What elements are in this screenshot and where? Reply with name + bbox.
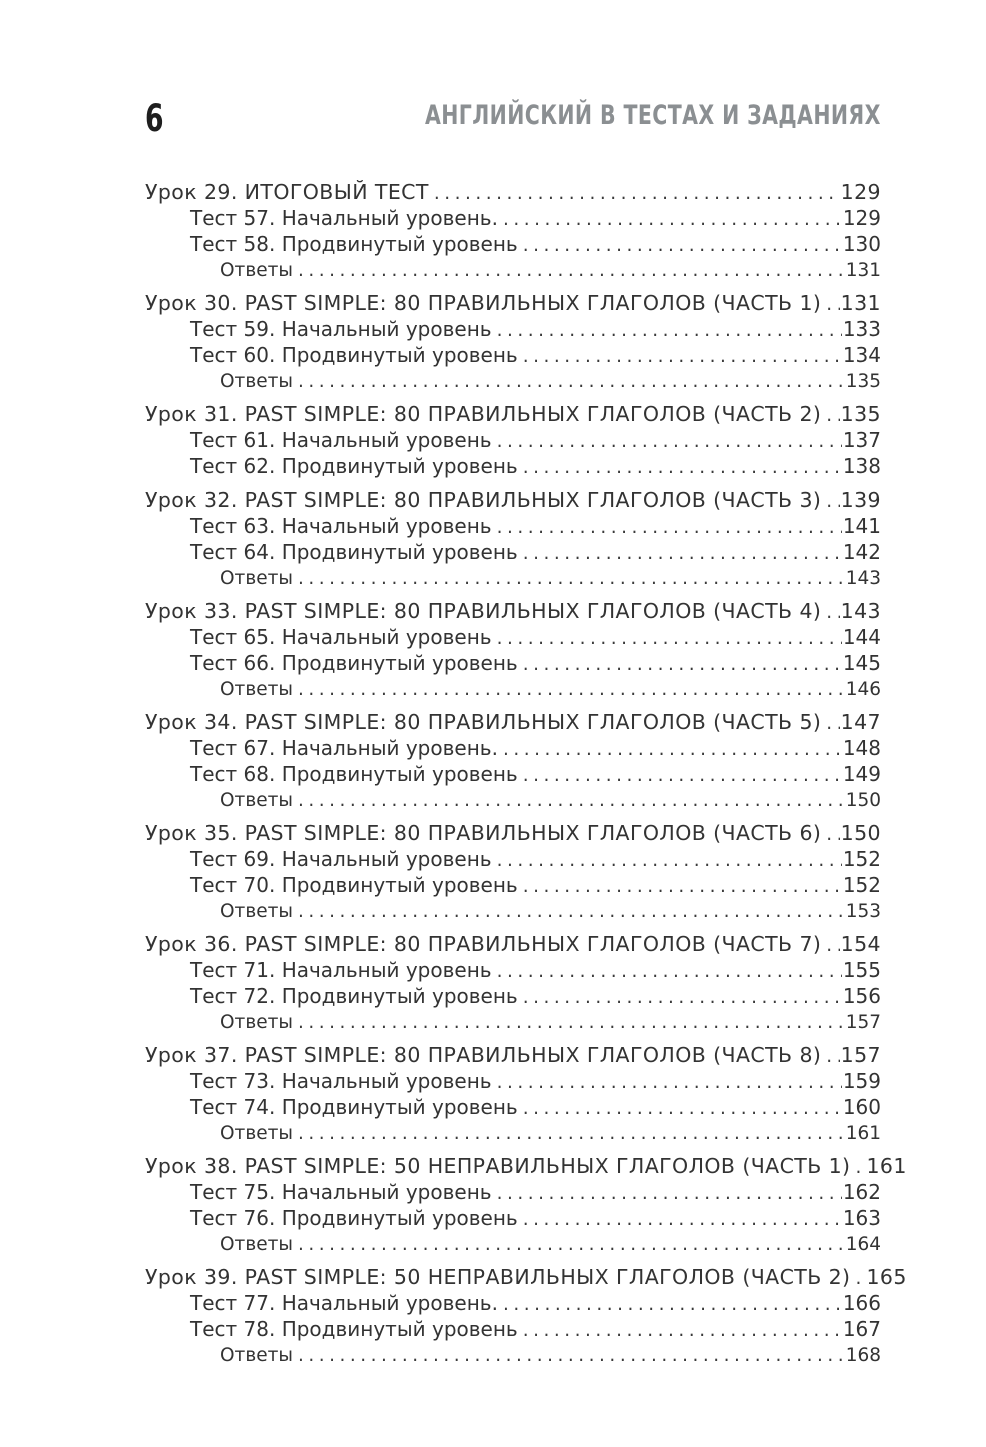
toc-test-row <box>145 232 881 258</box>
toc-test-row <box>145 958 881 984</box>
toc-section <box>145 1265 907 1368</box>
toc-test-row-label: Тест 78. Продвинутый уровень <box>190 1317 518 1341</box>
dot-leader <box>523 1317 842 1343</box>
toc-answers-row <box>145 1121 881 1146</box>
toc-test-row <box>145 428 881 454</box>
toc-section <box>145 180 881 283</box>
toc-test-row <box>145 762 881 788</box>
toc-lesson-row-page-ref: 165 <box>866 1265 907 1289</box>
toc-answers-row-label: Ответы <box>220 260 294 281</box>
toc-test-row-label: Тест 71. Начальный уровень <box>190 958 492 982</box>
toc-section <box>145 291 881 394</box>
toc-answers-row-label: Ответы <box>220 1234 294 1255</box>
toc-test-row-label: Тест 59. Начальный уровень <box>190 317 492 341</box>
toc-lesson-row-page-ref: 150 <box>840 821 881 845</box>
toc-lesson-row <box>145 1043 881 1069</box>
toc-test-row-page-ref: 167 <box>842 1317 881 1341</box>
toc-answers-row-label: Ответы <box>220 1012 294 1033</box>
toc-lesson-row-label: Урок 39. PAST SIMPLE: 50 НЕПРАВИЛЬНЫХ ГЛАГОЛОВ (ЧАСТЬ 2) <box>145 1265 851 1289</box>
dot-leader <box>523 873 842 899</box>
toc-lesson-row <box>145 821 881 847</box>
toc-test-row-page-ref: 162 <box>842 1180 881 1204</box>
toc-test-row-page-ref: 137 <box>842 428 881 452</box>
toc-test-row-label: Тест 67. Начальный уровень. <box>190 736 498 760</box>
toc-test-row-page-ref: 148 <box>842 736 881 760</box>
toc-test-row <box>145 514 881 540</box>
toc-test-row-label: Тест 65. Начальный уровень <box>190 625 492 649</box>
dot-leader <box>523 454 842 480</box>
toc-lesson-row-label: Урок 32. PAST SIMPLE: 80 ПРАВИЛЬНЫХ ГЛАГОЛОВ (ЧАСТЬ 3) <box>145 488 822 512</box>
dot-leader <box>523 651 842 677</box>
toc-lesson-row <box>145 932 881 958</box>
dot-leader <box>826 291 839 317</box>
dot-leader <box>826 488 839 514</box>
toc-lesson-row-label: Урок 38. PAST SIMPLE: 50 НЕПРАВИЛЬНЫХ ГЛАГОЛОВ (ЧАСТЬ 1) <box>145 1154 851 1178</box>
toc-test-row-label: Тест 69. Начальный уровень <box>190 847 492 871</box>
toc-lesson-row-label: Урок 37. PAST SIMPLE: 80 ПРАВИЛЬНЫХ ГЛАГОЛОВ (ЧАСТЬ 8) <box>145 1043 822 1067</box>
dot-leader <box>523 232 842 258</box>
dot-leader <box>298 1232 845 1257</box>
toc-test-row-label: Тест 63. Начальный уровень <box>190 514 492 538</box>
toc-answers-row-label: Ответы <box>220 679 294 700</box>
dot-leader <box>298 1010 845 1035</box>
toc-test-row <box>145 1095 881 1121</box>
toc-lesson-row-page-ref: 157 <box>840 1043 881 1067</box>
toc-test-row-page-ref: 160 <box>842 1095 881 1119</box>
toc-test-row-page-ref: 129 <box>842 206 881 230</box>
toc-lesson-row-label: Урок 36. PAST SIMPLE: 80 ПРАВИЛЬНЫХ ГЛАГОЛОВ (ЧАСТЬ 7) <box>145 932 822 956</box>
toc-test-row-label: Тест 64. Продвинутый уровень <box>190 540 518 564</box>
toc-lesson-row-label: Урок 29. ИТОГОВЫЙ ТЕСТ <box>145 180 429 204</box>
toc-answers-row-page-ref: 135 <box>845 371 881 392</box>
dot-leader <box>298 369 845 394</box>
toc-lesson-row <box>145 599 881 625</box>
toc-test-row-page-ref: 142 <box>842 540 881 564</box>
table-of-contents <box>145 180 907 1368</box>
toc-answers-row <box>145 1343 881 1368</box>
toc-lesson-row <box>145 1265 907 1291</box>
toc-test-row-label: Тест 58. Продвинутый уровень <box>190 232 518 256</box>
toc-answers-row-page-ref: 150 <box>845 790 881 811</box>
toc-lesson-row-page-ref: 147 <box>840 710 881 734</box>
toc-test-row-page-ref: 159 <box>842 1069 881 1093</box>
dot-leader <box>523 1206 842 1232</box>
toc-test-row-page-ref: 145 <box>842 651 881 675</box>
dot-leader <box>503 736 842 762</box>
toc-lesson-row-page-ref: 154 <box>840 932 881 956</box>
toc-test-row-page-ref: 155 <box>842 958 881 982</box>
toc-test-row-label: Тест 62. Продвинутый уровень <box>190 454 518 478</box>
dot-leader <box>826 821 839 847</box>
dot-leader <box>826 710 839 736</box>
toc-answers-row-label: Ответы <box>220 1345 294 1366</box>
toc-test-row-label: Тест 77. Начальный уровень. <box>190 1291 498 1315</box>
toc-answers-row <box>145 788 881 813</box>
toc-test-row-page-ref: 149 <box>842 762 881 786</box>
dot-leader <box>434 180 840 206</box>
toc-lesson-row <box>145 402 881 428</box>
toc-answers-row-label: Ответы <box>220 790 294 811</box>
toc-test-row <box>145 317 881 343</box>
toc-answers-row-page-ref: 164 <box>845 1234 881 1255</box>
toc-lesson-row <box>145 291 881 317</box>
toc-section <box>145 402 881 480</box>
dot-leader <box>855 1154 865 1180</box>
toc-test-row <box>145 540 881 566</box>
toc-test-row-page-ref: 166 <box>842 1291 881 1315</box>
toc-section <box>145 599 881 702</box>
dot-leader <box>497 625 842 651</box>
toc-test-row-page-ref: 130 <box>842 232 881 256</box>
dot-leader <box>497 1180 842 1206</box>
toc-test-row-page-ref: 134 <box>842 343 881 367</box>
toc-test-row <box>145 736 881 762</box>
dot-leader <box>298 899 845 924</box>
toc-test-row-label: Тест 70. Продвинутый уровень <box>190 873 518 897</box>
dot-leader <box>298 258 845 283</box>
toc-test-row-label: Тест 74. Продвинутый уровень <box>190 1095 518 1119</box>
dot-leader <box>298 1121 845 1146</box>
toc-test-row-label: Тест 76. Продвинутый уровень <box>190 1206 518 1230</box>
toc-test-row <box>145 1069 881 1095</box>
page-header <box>145 97 881 140</box>
toc-test-row <box>145 206 881 232</box>
toc-lesson-row-page-ref: 139 <box>840 488 881 512</box>
toc-answers-row <box>145 1010 881 1035</box>
toc-answers-row-page-ref: 146 <box>845 679 881 700</box>
dot-leader <box>503 206 842 232</box>
dot-leader <box>503 1291 842 1317</box>
toc-lesson-row-page-ref: 161 <box>866 1154 907 1178</box>
toc-test-row <box>145 1180 881 1206</box>
dot-leader <box>298 1343 845 1368</box>
dot-leader <box>497 317 842 343</box>
toc-lesson-row-label: Урок 34. PAST SIMPLE: 80 ПРАВИЛЬНЫХ ГЛАГОЛОВ (ЧАСТЬ 5) <box>145 710 822 734</box>
toc-test-row-label: Тест 66. Продвинутый уровень <box>190 651 518 675</box>
toc-answers-row-page-ref: 157 <box>845 1012 881 1033</box>
toc-answers-row <box>145 899 881 924</box>
toc-test-row <box>145 625 881 651</box>
toc-test-row-label: Тест 75. Начальный уровень <box>190 1180 492 1204</box>
dot-leader <box>826 599 839 625</box>
dot-leader <box>826 1043 839 1069</box>
toc-test-row <box>145 1317 881 1343</box>
toc-answers-row-label: Ответы <box>220 1123 294 1144</box>
toc-lesson-row-page-ref: 135 <box>840 402 881 426</box>
dot-leader <box>497 847 842 873</box>
toc-answers-row-label: Ответы <box>220 371 294 392</box>
dot-leader <box>497 958 842 984</box>
toc-test-row <box>145 873 881 899</box>
toc-answers-row-page-ref: 153 <box>845 901 881 922</box>
toc-answers-row-page-ref: 143 <box>845 568 881 589</box>
toc-test-row-label: Тест 72. Продвинутый уровень <box>190 984 518 1008</box>
toc-test-row-label: Тест 57. Начальный уровень. <box>190 206 498 230</box>
toc-test-row <box>145 984 881 1010</box>
toc-section <box>145 488 881 591</box>
dot-leader <box>523 762 842 788</box>
toc-lesson-row-label: Урок 35. PAST SIMPLE: 80 ПРАВИЛЬНЫХ ГЛАГОЛОВ (ЧАСТЬ 6) <box>145 821 822 845</box>
toc-test-row-page-ref: 152 <box>842 873 881 897</box>
toc-lesson-row <box>145 488 881 514</box>
toc-answers-row-page-ref: 161 <box>845 1123 881 1144</box>
dot-leader <box>523 343 842 369</box>
toc-answers-row <box>145 369 881 394</box>
dot-leader <box>497 514 842 540</box>
toc-lesson-row-label: Урок 33. PAST SIMPLE: 80 ПРАВИЛЬНЫХ ГЛАГОЛОВ (ЧАСТЬ 4) <box>145 599 822 623</box>
dot-leader <box>523 984 842 1010</box>
toc-test-row-page-ref: 163 <box>842 1206 881 1230</box>
dot-leader <box>298 788 845 813</box>
toc-lesson-row-page-ref: 129 <box>840 180 881 204</box>
page-number: 6 <box>145 97 164 140</box>
toc-test-row-label: Тест 60. Продвинутый уровень <box>190 343 518 367</box>
toc-test-row-page-ref: 141 <box>842 514 881 538</box>
toc-test-row <box>145 1206 881 1232</box>
toc-section <box>145 821 881 924</box>
toc-answers-row-label: Ответы <box>220 568 294 589</box>
dot-leader <box>497 1069 842 1095</box>
dot-leader <box>523 1095 842 1121</box>
toc-answers-row <box>145 1232 881 1257</box>
toc-test-row-label: Тест 68. Продвинутый уровень <box>190 762 518 786</box>
dot-leader <box>855 1265 865 1291</box>
toc-answers-row <box>145 566 881 591</box>
toc-lesson-row-page-ref: 131 <box>840 291 881 315</box>
toc-answers-row-page-ref: 131 <box>845 260 881 281</box>
toc-section <box>145 710 881 813</box>
toc-test-row-page-ref: 156 <box>842 984 881 1008</box>
dot-leader <box>523 540 842 566</box>
toc-lesson-row-label: Урок 30. PAST SIMPLE: 80 ПРАВИЛЬНЫХ ГЛАГОЛОВ (ЧАСТЬ 1) <box>145 291 822 315</box>
toc-test-row <box>145 343 881 369</box>
toc-test-row-page-ref: 152 <box>842 847 881 871</box>
toc-answers-row <box>145 677 881 702</box>
toc-test-row-label: Тест 61. Начальный уровень <box>190 428 492 452</box>
toc-section <box>145 1043 881 1146</box>
toc-answers-row-label: Ответы <box>220 901 294 922</box>
toc-lesson-row-label: Урок 31. PAST SIMPLE: 80 ПРАВИЛЬНЫХ ГЛАГОЛОВ (ЧАСТЬ 2) <box>145 402 822 426</box>
dot-leader <box>826 402 839 428</box>
running-title: АНГЛИЙСКИЙ В ТЕСТАХ И ЗАДАНИЯХ <box>425 100 881 131</box>
toc-lesson-row <box>145 710 881 736</box>
toc-section <box>145 932 881 1035</box>
dot-leader <box>298 677 845 702</box>
toc-lesson-row <box>145 1154 907 1180</box>
toc-test-row <box>145 454 881 480</box>
toc-section <box>145 1154 907 1257</box>
toc-test-row-page-ref: 133 <box>842 317 881 341</box>
toc-test-row-page-ref: 144 <box>842 625 881 649</box>
dot-leader <box>497 428 842 454</box>
toc-lesson-row-page-ref: 143 <box>840 599 881 623</box>
dot-leader <box>826 932 839 958</box>
dot-leader <box>298 566 845 591</box>
toc-test-row-label: Тест 73. Начальный уровень <box>190 1069 492 1093</box>
toc-answers-row-page-ref: 168 <box>845 1345 881 1366</box>
toc-test-row-page-ref: 138 <box>842 454 881 478</box>
toc-lesson-row <box>145 180 881 206</box>
toc-test-row <box>145 651 881 677</box>
toc-test-row <box>145 847 881 873</box>
toc-test-row <box>145 1291 881 1317</box>
toc-answers-row <box>145 258 881 283</box>
